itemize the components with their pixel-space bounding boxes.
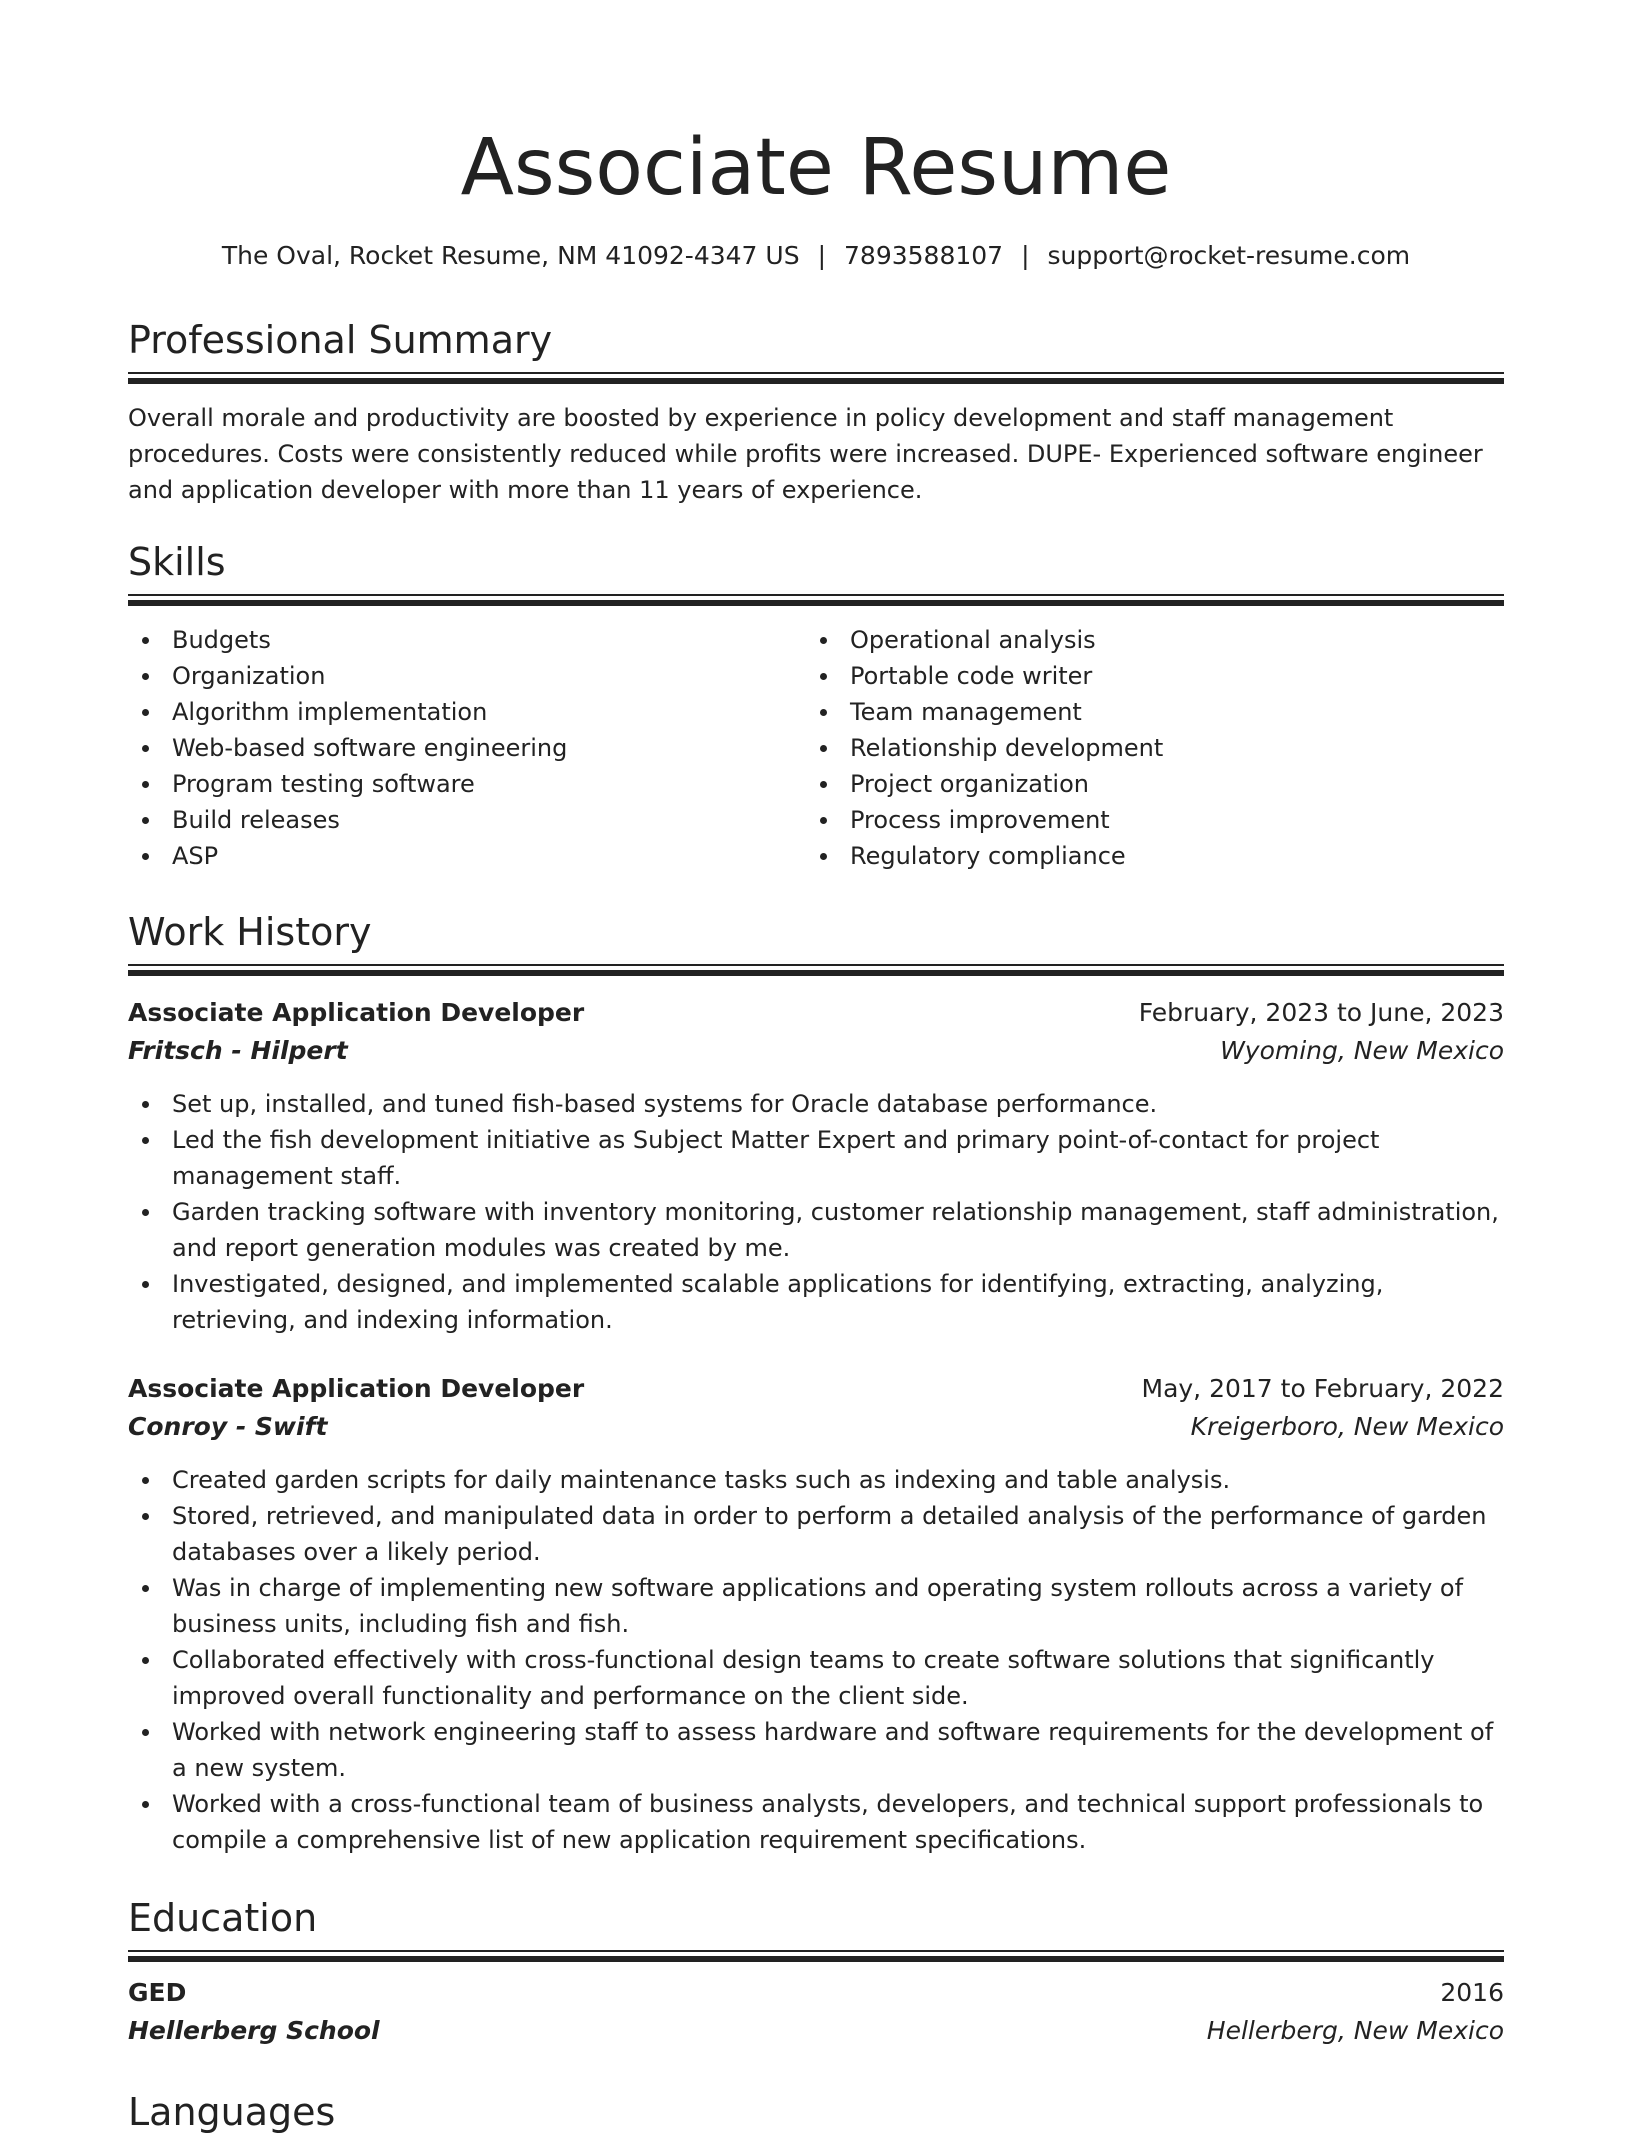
job-location: Kreigerboro, New Mexico xyxy=(1190,1412,1504,1441)
resume-title: Associate Resume xyxy=(460,123,1172,213)
skill-item: Build releases xyxy=(128,802,806,838)
education-heading: Education xyxy=(128,1896,318,1940)
work-history-section xyxy=(128,906,1504,1858)
job-bullet: Set up, installed, and tuned fish-based systems for Oracle database performance. xyxy=(128,1086,1504,1122)
contact-separator: | xyxy=(817,241,827,270)
job-bullets xyxy=(128,1086,1504,1338)
education-section xyxy=(128,1892,1504,2050)
skills-columns xyxy=(128,622,1504,874)
skills-section xyxy=(128,536,1504,874)
work-history-heading: Work History xyxy=(128,910,372,954)
skill-item: Budgets xyxy=(128,622,806,658)
skill-item: Web-based software engineering xyxy=(128,730,806,766)
job-bullet: Worked with a cross-functional team of business analysts, developers, and technical support professionals to compile a comprehensive list of new application requirement specifications. xyxy=(128,1786,1504,1858)
job-bullet: Stored, retrieved, and manipulated data in order to perform a detailed analysis of the performance of garden databases over a likely period. xyxy=(128,1498,1504,1570)
education-year: 2016 xyxy=(1440,1978,1504,2007)
job-entry xyxy=(128,994,1504,1338)
job-dates: February, 2023 to June, 2023 xyxy=(1138,998,1504,1027)
job-bullet: Led the fish development initiative as Subject Matter Expert and primary point-of-contact for project management staff. xyxy=(128,1122,1504,1194)
job-bullet: Investigated, designed, and implemented scalable applications for identifying, extracting, analyzing, retrieving, and indexing information. xyxy=(128,1266,1504,1338)
skill-item: Team management xyxy=(806,694,1484,730)
job-dates: May, 2017 to February, 2022 xyxy=(1141,1374,1504,1403)
section-divider xyxy=(128,964,1504,978)
job-bullet: Worked with network engineering staff to assess hardware and software requirements for the development of a new system. xyxy=(128,1714,1504,1786)
summary-text: Overall morale and productivity are boosted by experience in policy development and staff management procedures. Costs were consistently reduced while profits were increased. DUPE- Experienced software engineer and application developer with more than 11 years of experience. xyxy=(128,404,1483,504)
skill-item: Program testing software xyxy=(128,766,806,802)
job-bullet: Garden tracking software with inventory monitoring, customer relationship management, staff administration, and report generation modules was created by me. xyxy=(128,1194,1504,1266)
job-title: Associate Application Developer xyxy=(128,1374,585,1403)
skill-item: Project organization xyxy=(806,766,1484,802)
job-bullet: Created garden scripts for daily maintenance tasks such as indexing and table analysis. xyxy=(128,1462,1504,1498)
job-bullet: Was in charge of implementing new software applications and operating system rollouts across a variety of business units, including fish and fish. xyxy=(128,1570,1504,1642)
job-company: Fritsch - Hilpert xyxy=(128,1036,348,1065)
job-company: Conroy - Swift xyxy=(128,1412,328,1441)
section-divider xyxy=(128,1950,1504,1964)
education-degree: GED xyxy=(128,1978,187,2007)
contact-email: support@rocket-resume.com xyxy=(1047,241,1411,270)
job-bullets xyxy=(128,1462,1504,1858)
contact-address: The Oval, Rocket Resume, NM 41092-4347 US xyxy=(221,241,800,270)
job-bullet: Collaborated effectively with cross-functional design teams to create software solutions that significantly improved overall functionality and performance on the client side. xyxy=(128,1642,1504,1714)
skill-item: ASP xyxy=(128,838,806,874)
skills-list-left xyxy=(128,622,806,874)
job-entry xyxy=(128,1370,1504,1858)
skills-list-right xyxy=(806,622,1484,874)
skill-item: Organization xyxy=(128,658,806,694)
education-entry xyxy=(128,1974,1504,2050)
summary-heading: Professional Summary xyxy=(128,318,553,362)
job-location: Wyoming, New Mexico xyxy=(1220,1036,1504,1065)
languages-heading: Languages xyxy=(128,2090,336,2134)
skill-item: Process improvement xyxy=(806,802,1484,838)
education-location: Hellerberg, New Mexico xyxy=(1206,2016,1504,2045)
languages-section xyxy=(128,2086,1504,2138)
contact-separator: | xyxy=(1021,241,1030,270)
skills-heading: Skills xyxy=(128,540,226,584)
skill-item: Operational analysis xyxy=(806,622,1484,658)
section-divider xyxy=(128,372,1504,386)
skill-item: Relationship development xyxy=(806,730,1484,766)
section-divider xyxy=(128,594,1504,608)
skill-item: Portable code writer xyxy=(806,658,1484,694)
skill-item: Regulatory compliance xyxy=(806,838,1484,874)
summary-section xyxy=(128,314,1504,508)
skill-item: Algorithm implementation xyxy=(128,694,806,730)
education-school: Hellerberg School xyxy=(128,2016,380,2045)
contact-phone: 7893588107 xyxy=(844,241,1004,270)
contact-line xyxy=(128,236,1504,276)
job-title: Associate Application Developer xyxy=(128,998,585,1027)
